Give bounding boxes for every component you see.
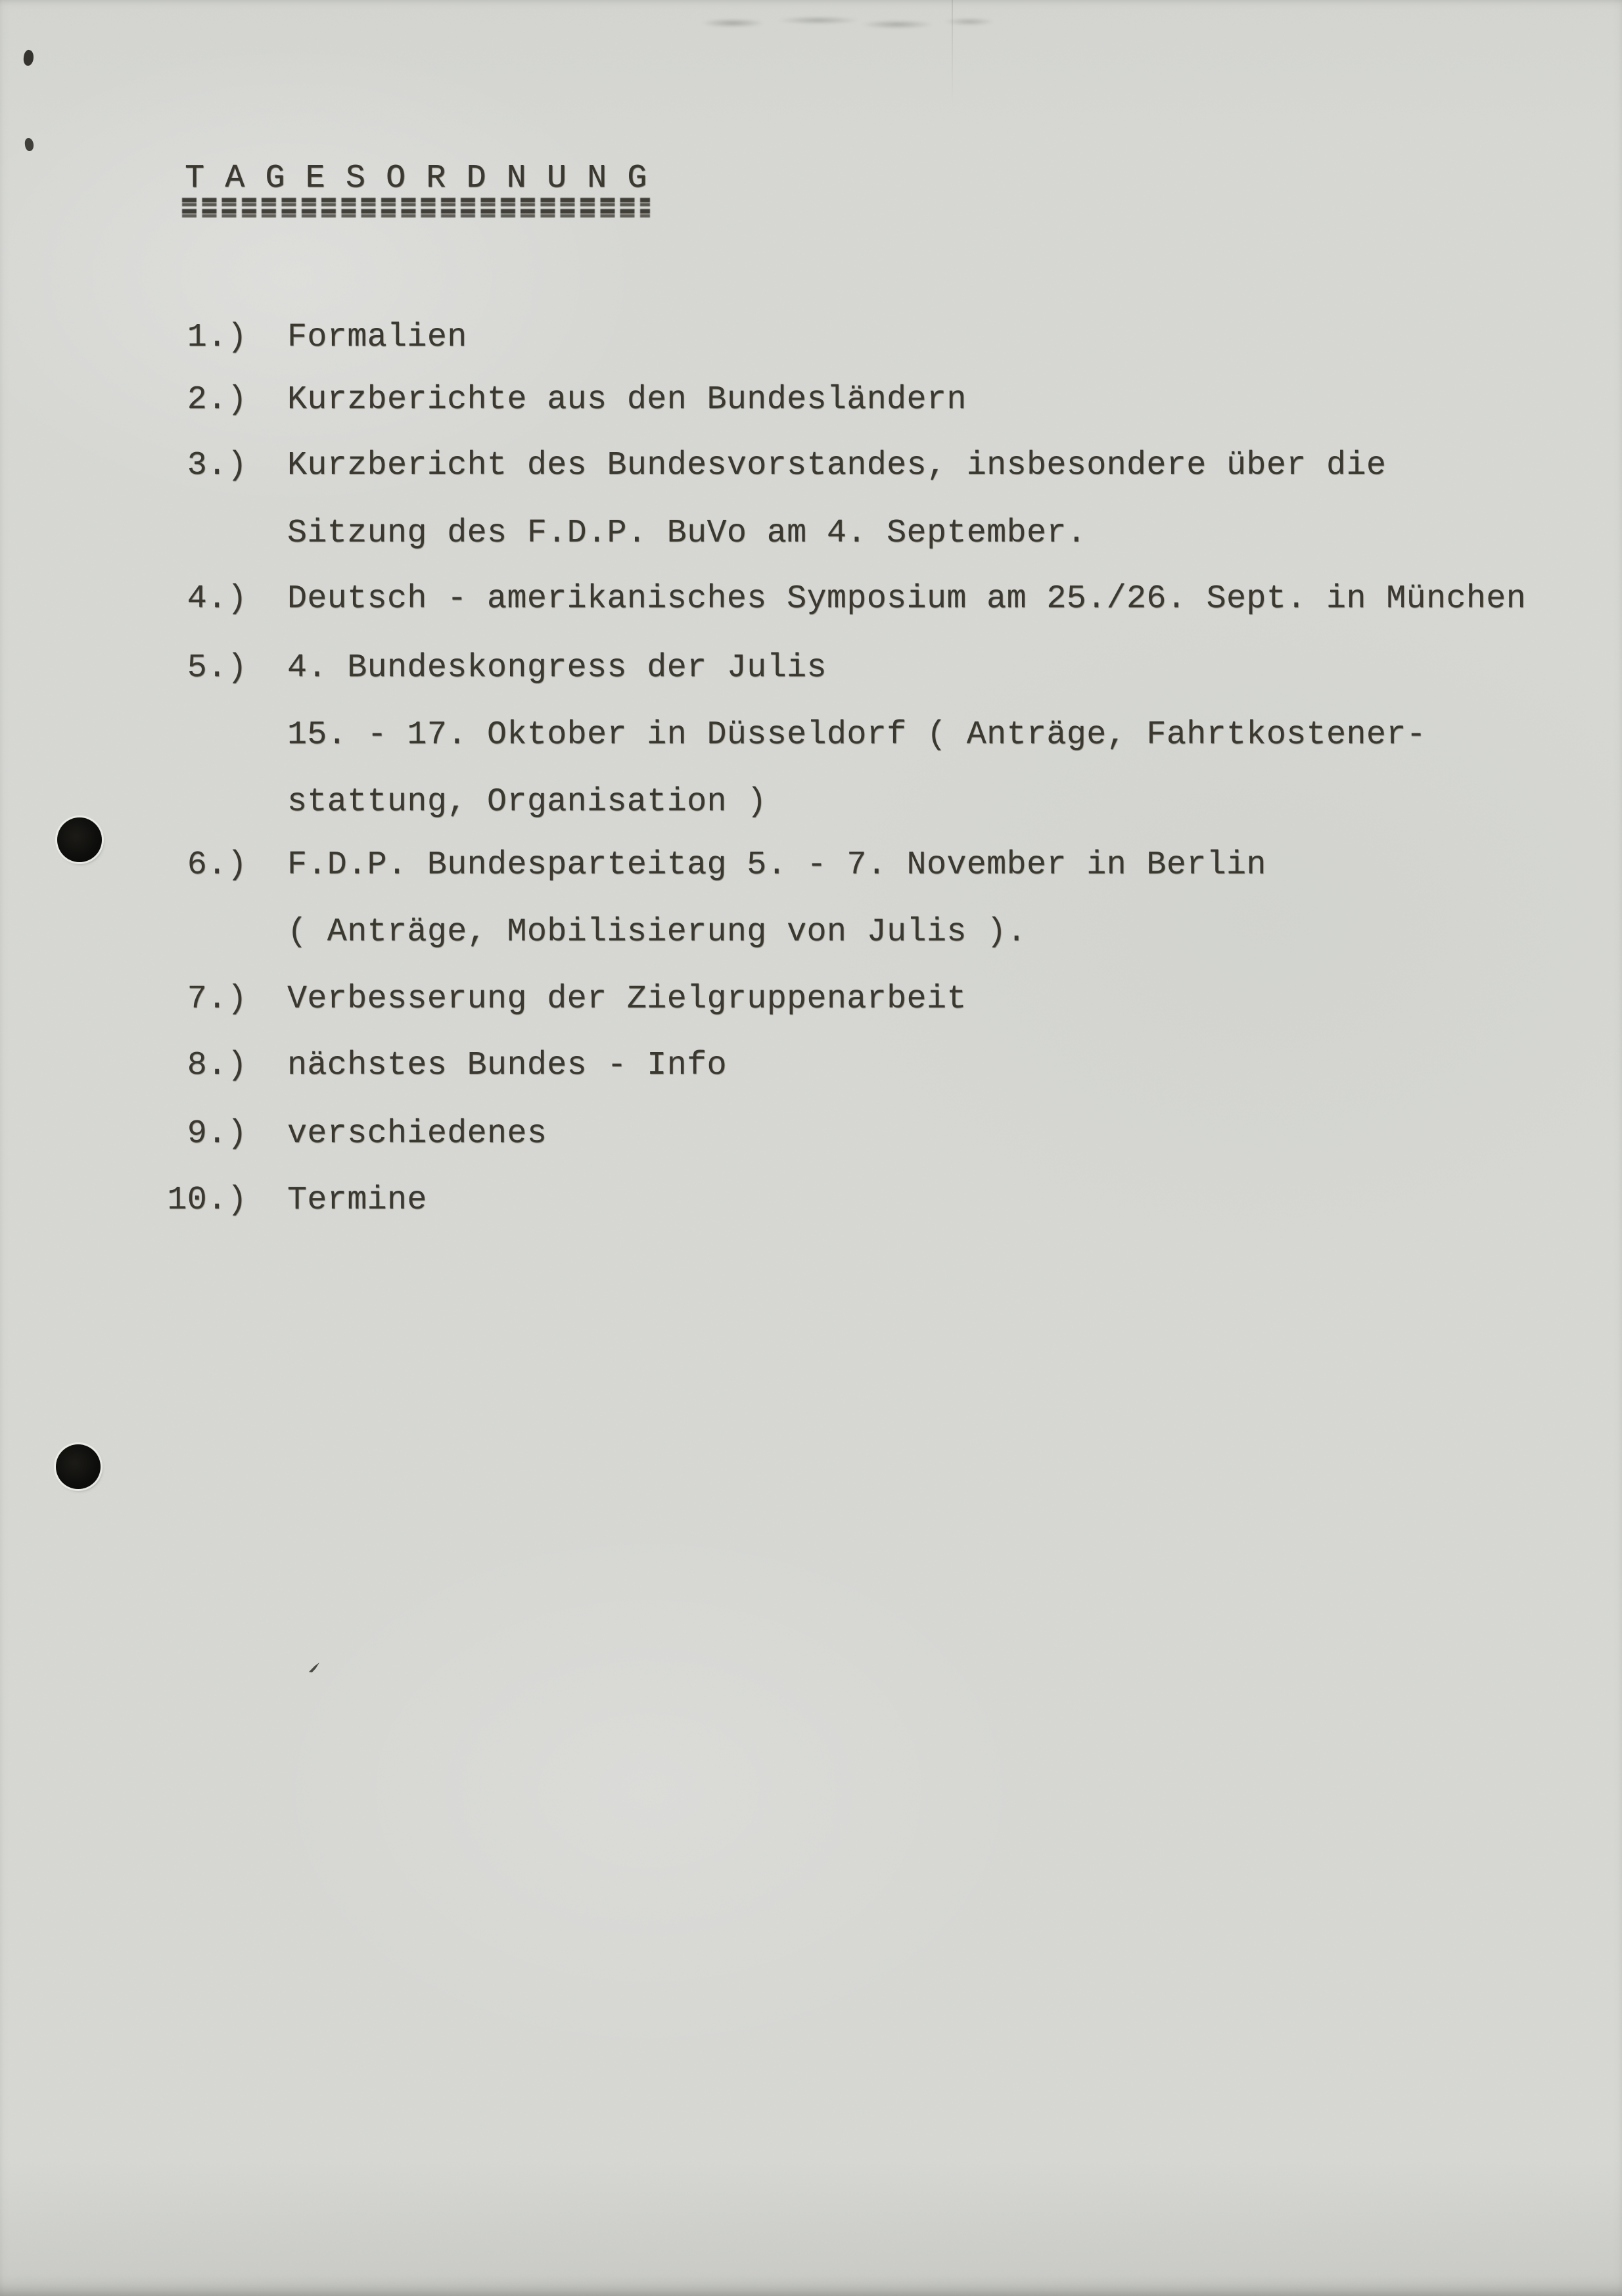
ink-speck-top-left-1 — [22, 49, 34, 66]
agenda-item-5-continuation: 15. - 17. Oktober in Düsseldorf ( Anträge, Fahrtkostener- — [287, 716, 1427, 754]
agenda-item-6: F.D.P. Bundesparteitag 5. - 7. November in Berlin — [287, 846, 1266, 884]
agenda-item-10: Termine — [287, 1182, 427, 1219]
paper-crease — [952, 0, 953, 105]
ink-speck-top-left-2 — [24, 137, 34, 151]
title-underline — [182, 198, 650, 202]
hole-punch-top — [57, 817, 102, 862]
agenda-item-6-continuation: ( Anträge, Mobilisierung von Julis ). — [287, 913, 1027, 951]
faint-smudge — [693, 8, 1022, 35]
item-number: 4.) — [187, 580, 247, 618]
item-number: 9.) — [187, 1115, 247, 1153]
item-number: 8.) — [187, 1047, 247, 1084]
item-number: 1.) — [187, 319, 247, 356]
title-underline — [182, 214, 650, 218]
agenda-item-3-continuation: Sitzung des F.D.P. BuVo am 4. September. — [287, 515, 1087, 552]
item-number: 10.) — [167, 1182, 247, 1219]
item-number: 5.) — [187, 649, 247, 687]
item-number: 6.) — [187, 846, 247, 884]
agenda-item-4: Deutsch - amerikanisches Symposium am 25./26. Sept. in München — [287, 580, 1527, 618]
agenda-item-2: Kurzberichte aus den Bundesländern — [287, 381, 967, 419]
item-number: 3.) — [187, 447, 247, 484]
title-underline — [182, 203, 650, 206]
agenda-item-8: nächstes Bundes - Info — [287, 1047, 727, 1084]
stray-pen-tick — [309, 1663, 319, 1672]
agenda-item-1: Formalien — [287, 319, 467, 356]
document-title: T A G E S O R D N U N G — [185, 160, 647, 197]
agenda-item-5: 4. Bundeskongress der Julis — [287, 649, 827, 687]
agenda-item-3: Kurzbericht des Bundesvorstandes, insbesondere über die — [287, 447, 1387, 484]
hole-punch-bottom — [56, 1444, 101, 1489]
title-underline — [182, 209, 650, 214]
item-number: 7.) — [187, 980, 247, 1018]
agenda-item-5-continuation: stattung, Organisation ) — [287, 783, 767, 821]
item-number: 2.) — [187, 381, 247, 419]
agenda-item-7: Verbesserung der Zielgruppenarbeit — [287, 980, 967, 1018]
agenda-item-9: verschiedenes — [287, 1115, 547, 1153]
